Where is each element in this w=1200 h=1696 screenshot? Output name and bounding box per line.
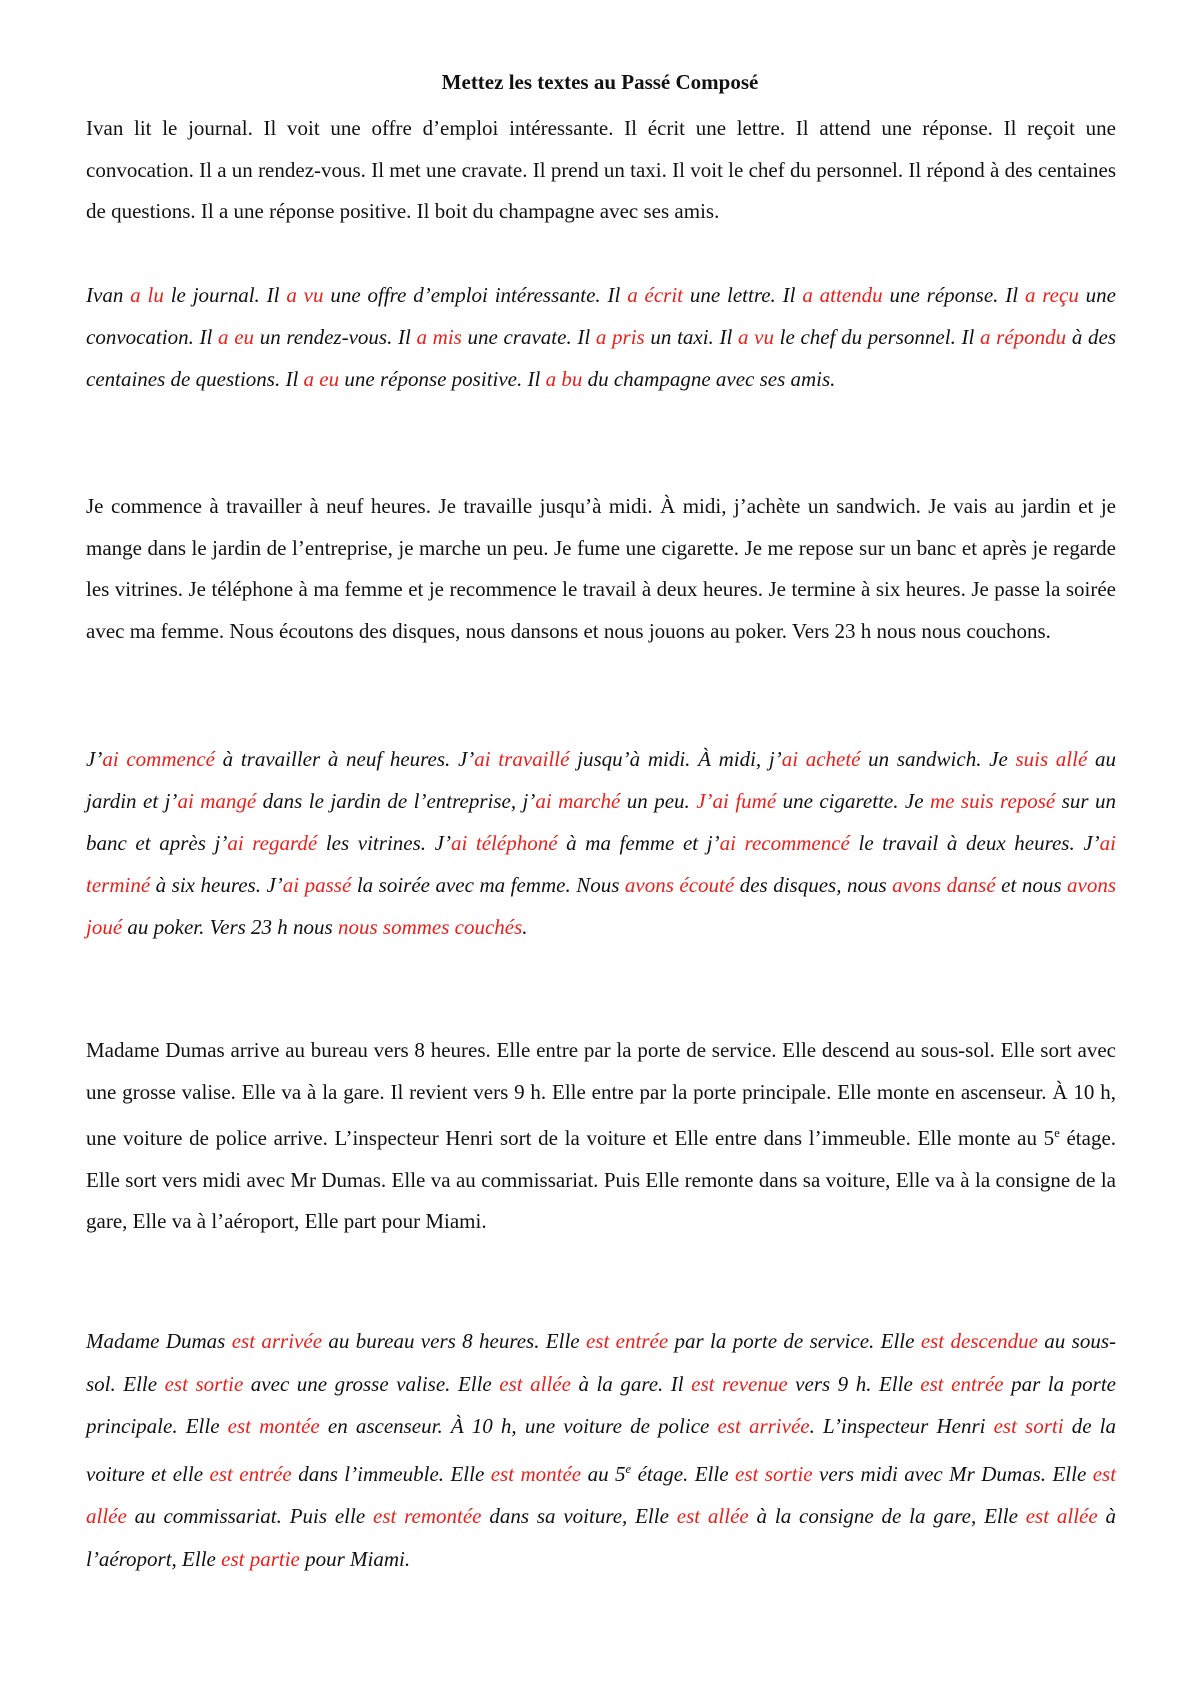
text-segment: de la voiture et elle [86, 1414, 1116, 1486]
verb-answer: ai travaillé [474, 747, 570, 771]
verb-answer: a eu [303, 367, 340, 391]
text-segment: étage. Elle sort vers midi avec Mr Dumas. Elle va au commissariat. Puis Elle remonte dans sa voiture, Elle va à la consigne de la gare, Elle va à l’aéroport, Elle part pour Miami. [86, 1126, 1117, 1233]
verb-answer: est entrée [920, 1371, 1004, 1396]
text-segment: au bureau vers 8 heures. Elle [322, 1329, 586, 1353]
verb-answer: est montée [227, 1414, 320, 1438]
text-segment: Je commence à travailler à neuf heures. Je travaille jusqu’à midi. À midi, j’achète un sandwich. Je vais au jardin et je mange dans le jardin de l’entreprise, je marche un peu. Je fume une cigarette. Je me repose sur un banc et après je regarde les vitrines. Je téléphone à ma femme et je recommence le travail à deux heures. Je termine à six heures. Je passe la soirée avec ma femme. Nous écoutons des disques, nous dansons et nous jouons au poker. Vers 23 h nous nous couchons. [86, 494, 1116, 643]
verb-answer: a attendu [802, 283, 883, 307]
verb-answer: suis allé [1015, 747, 1088, 771]
text-segment: dans le jardin de l’entreprise, j’ [256, 789, 536, 813]
document-title: Mettez les textes au Passé Composé [441, 70, 759, 94]
text-segment: à six heures. J’ [150, 873, 283, 897]
verb-answer: me suis reposé [930, 789, 1056, 813]
verb-answer: ai acheté [781, 747, 861, 771]
verb-answer: ai marché [535, 789, 621, 813]
text-segment: avec une grosse valise. Elle [243, 1371, 500, 1396]
answer-text-1 [86, 274, 1116, 400]
text-segment: des disques, nous [734, 873, 893, 897]
verb-answer: ai téléphoné [450, 831, 558, 855]
text-segment: un sandwich. Je [860, 747, 1016, 771]
verb-answer: est sorti [993, 1414, 1064, 1438]
verb-answer: avons joué [86, 873, 1117, 939]
text-segment: par la porte principale. Elle [86, 1371, 1116, 1438]
verb-answer: est partie [221, 1546, 300, 1571]
text-segment: une convocation. Il [86, 283, 1116, 349]
text-segment: au jardin et j’ [86, 747, 1116, 813]
text-segment: à la consigne de la gare, Elle [748, 1504, 1026, 1528]
verb-answer: nous sommes couchés [337, 915, 523, 939]
verb-answer: est allée [86, 1461, 1117, 1528]
verb-answer: est montée [490, 1461, 582, 1486]
verb-answer: est sortie [164, 1371, 244, 1396]
text-segment: le journal. Il [163, 283, 287, 307]
text-segment: J’ [86, 747, 103, 771]
verb-answer: ai mangé [177, 789, 257, 813]
text-segment: Ivan lit le journal. Il voit une offre d’emploi intéressante. Il écrit une lettre. Il attend une réponse. Il reçoit une convocation. Il a un rendez-vous. Il met une cravate. Il prend un taxi. Il voit le chef du personnel. Il répond à des centaines de questions. Il a une réponse positive. Il boit du champagne avec ses amis. [86, 116, 1116, 223]
verb-answer: ai regardé [227, 831, 318, 855]
answer-text-2 [86, 738, 1116, 948]
verb-answer: est allée [1025, 1504, 1098, 1528]
verb-answer: est allée [499, 1371, 571, 1396]
text-segment: . [522, 915, 528, 939]
text-segment: pour Miami. [299, 1546, 411, 1571]
text-segment: à la gare. Il [570, 1371, 692, 1396]
verb-answer: est arrivée [231, 1329, 323, 1353]
text-segment: au poker. Vers 23 h nous [122, 915, 338, 939]
text-segment: le chef du personnel. Il [773, 325, 980, 349]
verb-answer: est sortie [735, 1461, 813, 1486]
text-segment: dans sa voiture, Elle [481, 1504, 677, 1528]
verb-answer: est arrivée [717, 1414, 810, 1438]
text-segment: un peu. [620, 789, 697, 813]
verb-answer: a lu [130, 283, 164, 307]
text-segment: au 5 [581, 1461, 626, 1486]
text-segment: une réponse. Il [882, 283, 1025, 307]
text-segment: à ma femme et j’ [557, 831, 720, 855]
text-segment: à des centaines de questions. Il [86, 325, 1116, 391]
verb-answer: a vu [286, 283, 324, 307]
text-segment: une offre d’emploi intéressante. Il [323, 283, 628, 307]
verb-answer: est entrée [585, 1329, 669, 1353]
text-segment: un rendez-vous. Il [254, 325, 417, 349]
verb-answer: est revenue [691, 1371, 788, 1396]
text-segment: un taxi. Il [644, 325, 738, 349]
verb-answer: ai passé [282, 873, 352, 897]
ordinal-superscript: e [1054, 1126, 1060, 1140]
text-segment: la soirée avec ma femme. Nous [351, 873, 625, 897]
verb-answer: J’ai fumé [696, 789, 777, 813]
ordinal-superscript: e [625, 1461, 632, 1476]
text-segment: le travail à deux heures. J’ [849, 831, 1100, 855]
text-segment: une réponse positive. Il [339, 367, 546, 391]
verb-answer: a pris [595, 325, 645, 349]
text-segment: les vitrines. J’ [317, 831, 451, 855]
text-segment: à l’aéroport, Elle [86, 1504, 1117, 1571]
verb-answer: a vu [737, 325, 774, 349]
text-segment: jusqu’à midi. À midi, j’ [569, 747, 782, 771]
text-segment: à travailler à neuf heures. J’ [214, 747, 475, 771]
exercise-text-2 [86, 486, 1116, 652]
text-segment: une lettre. Il [683, 283, 803, 307]
exercise-text-1 [86, 108, 1116, 233]
verb-answer: est remontée [373, 1504, 482, 1528]
exercise-text-3 [86, 1030, 1116, 1243]
text-segment: par la porte de service. Elle [668, 1329, 921, 1353]
text-segment: . L’inspecteur Henri [809, 1414, 994, 1438]
verb-answer: a eu [218, 325, 255, 349]
text-segment: étage. Elle [631, 1461, 735, 1486]
text-segment: sur un banc et après j’ [86, 789, 1116, 855]
text-segment: vers midi avec Mr Dumas. Elle [812, 1461, 1093, 1486]
verb-answer: a écrit [627, 283, 684, 307]
text-segment: au sous-sol. Elle [86, 1329, 1116, 1396]
verb-answer: est descendue [920, 1329, 1038, 1353]
text-segment: du champagne avec ses amis. [582, 367, 836, 391]
text-segment: Madame Dumas arrive au bureau vers 8 heures. Elle entre par la porte de service. Elle descend au sous-sol. Elle sort avec une grosse valise. Elle va à la gare. Il revient vers 9 h. Elle entre par la porte principale. Elle monte en ascenseur. À 10 h, une voiture de police arrive. L’inspecteur Henri sort de la voiture et Elle entre dans l’immeuble. Elle monte au 5 [86, 1038, 1116, 1150]
text-segment: en ascenseur. À 10 h, une voiture de police [319, 1414, 718, 1438]
verb-answer: ai commencé [102, 747, 215, 771]
verb-answer: ai terminé [86, 831, 1116, 897]
text-segment: Ivan [86, 283, 131, 307]
text-segment: vers 9 h. Elle [787, 1371, 921, 1396]
verb-answer: est allée [676, 1504, 749, 1528]
verb-answer: avons dansé [892, 873, 996, 897]
verb-answer: a répondu [980, 325, 1067, 349]
verb-answer: a mis [416, 325, 462, 349]
verb-answer: avons écouté [624, 873, 735, 897]
text-segment: Madame Dumas [86, 1329, 232, 1353]
verb-answer: ai recommencé [719, 831, 850, 855]
text-segment: et nous [995, 873, 1068, 897]
answer-text-3 [86, 1320, 1116, 1580]
verb-answer: a bu [545, 367, 583, 391]
verb-answer: est entrée [209, 1461, 292, 1486]
text-segment: au commissariat. Puis elle [126, 1504, 373, 1528]
text-segment: une cravate. Il [461, 325, 596, 349]
verb-answer: a reçu [1024, 283, 1079, 307]
text-segment: dans l’immeuble. Elle [291, 1461, 491, 1486]
text-segment: une cigarette. Je [776, 789, 930, 813]
